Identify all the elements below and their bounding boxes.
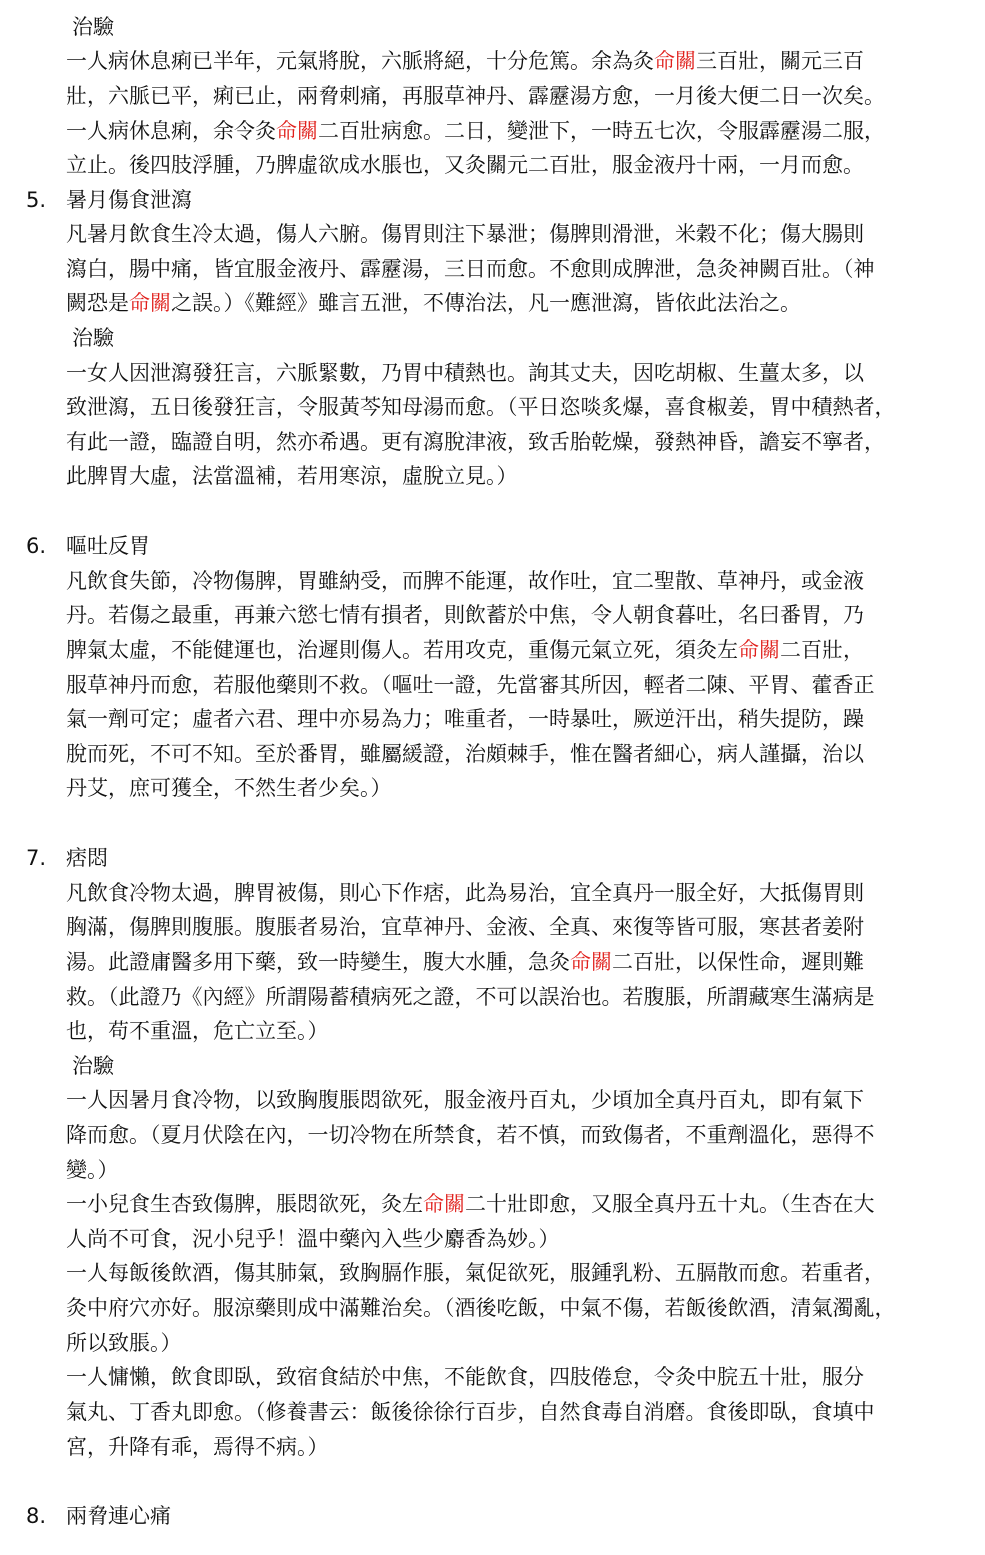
text-segment: 一人病休息痢，余令灸 [66,119,276,143]
text-line [66,1187,956,1221]
text-segment: 暑月傷食泄瀉 [66,188,192,212]
text-segment: 脾氣太虛，不能健運也，治遲則傷人。若用攻克，重傷元氣立死，須灸左 [66,638,738,662]
highlighted-term: 命關 [276,119,318,143]
text-segment: 服草神丹而愈，若服他藥則不救。（嘔吐一證，先當審其所因，輕者二陳、平胃、藿香正 [66,673,875,697]
text-line [66,459,956,493]
text-segment: 治驗 [72,1054,114,1078]
section-number: 7. [26,846,47,870]
text-segment: 二百壯， [780,638,864,662]
text-line [66,114,956,148]
text-segment: 變。） [66,1158,119,1182]
case-record-heading [72,1049,962,1083]
text-line [66,1430,956,1464]
text-line [66,598,956,632]
text-segment: 三百壯，關元三百 [696,49,864,73]
text-line [66,1360,956,1394]
section-number: 6. [26,534,47,558]
text-segment: 立止。後四肢浮腫，乃脾虛欲成水脹也，又灸關元二百壯，服金液丹十兩，一月而愈。 [66,153,864,177]
text-segment: 壯，六脈已平，痢已止，兩脅刺痛，再服草神丹、霹靂湯方愈，一月後大便二日一次矣。 [66,84,885,108]
text-segment: 此脾胃大虛，法當溫補，若用寒涼，虛脫立見。） [66,464,518,488]
text-line [66,702,956,736]
text-line [66,1118,956,1152]
text-segment: 宮，升降有乖，焉得不病。） [66,1435,329,1459]
text-segment: 湯。此證庸醫多用下藥，致一時變生，腹大水腫，急灸 [66,950,570,974]
text-line [66,217,956,251]
text-segment: 有此一證，臨證自明，然亦希遇。更有瀉脫津液，致舌胎乾燥，發熱神昏，譫妄不寧者， [66,430,885,454]
text-segment: 凡飲食冷物太過，脾胃被傷，則心下作痞，此為易治，宜全真丹一服全好，大抵傷胃則 [66,881,864,905]
text-segment: 所以致脹。） [66,1331,182,1355]
text-line [66,79,956,113]
text-line [66,1153,956,1187]
section-heading [26,1499,916,1533]
section-number: 5. [26,188,47,212]
case-record-heading [72,321,962,355]
text-segment: 一女人因泄瀉發狂言，六脈緊數，乃胃中積熱也。詢其丈夫，因吃胡椒、生薑太多，以 [66,361,864,385]
section-heading [26,841,916,875]
text-line [66,876,956,910]
text-line [66,356,956,390]
text-segment: 凡飲食失節，冷物傷脾，胃雖納受，而脾不能運，故作吐，宜二聖散、草神丹，或金液 [66,569,864,593]
text-line [66,564,956,598]
text-segment: 凡暑月飲食生冷太過，傷人六腑。傷胃則注下暴泄；傷脾則滑泄，米穀不化；傷大腸則 [66,222,864,246]
text-segment: 也，苟不重溫，危亡立至。） [66,1019,329,1043]
text-line [66,286,956,320]
text-line [66,252,956,286]
text-segment: 二十壯即愈，又服全真丹五十丸。（生杏在大 [465,1192,875,1216]
highlighted-term: 命關 [423,1192,465,1216]
case-record-heading [72,10,962,44]
text-line [66,1291,956,1325]
text-line [66,945,956,979]
text-segment: 胸滿，傷脾則腹脹。腹脹者易治，宜草神丹、金液、全真、來復等皆可服，寒甚者姜附 [66,915,864,939]
text-segment: 一人每飯後飲酒，傷其肺氣，致胸膈作脹，氣促欲死，服鍾乳粉、五膈散而愈。若重者， [66,1261,885,1285]
text-line [66,1083,956,1117]
text-segment: 一人慵懶，飲食即臥，致宿食結於中焦，不能飲食，四肢倦怠，令灸中脘五十壯，服分 [66,1365,864,1389]
text-segment: 脫而死，不可不知。至於番胃，雖屬緩證，治頗棘手，惟在醫者細心，病人謹攝，治以 [66,742,864,766]
highlighted-term: 命關 [570,950,612,974]
text-line [66,771,956,805]
text-line [66,1326,956,1360]
text-line [66,148,956,182]
text-line [66,737,956,771]
text-segment: 灸中府穴亦好。服涼藥則成中滿難治矣。（酒後吃飯，中氣不傷，若飯後飲酒，清氣濁亂， [66,1296,896,1320]
text-line [66,633,956,667]
text-line [66,980,956,1014]
text-segment: 治驗 [72,326,114,350]
section-number: 8. [26,1504,47,1528]
text-line [66,1222,956,1256]
text-segment: 丹艾，庶可獲全，不然生者少矣。） [66,776,392,800]
text-segment: 救。（此證乃《內經》所謂陽蓄積病死之證，不可以誤治也。若腹脹，所謂藏寒生滿病是 [66,985,875,1009]
text-segment: 之誤。）《難經》雖言五泄，不傳治法，凡一應泄瀉，皆依此法治之。 [171,291,801,315]
highlighted-term: 命關 [129,291,171,315]
text-line [66,668,956,702]
text-segment: 嘔吐反胃 [66,534,150,558]
highlighted-term: 命關 [738,638,780,662]
text-segment: 二百壯，以保性命，遲則難 [612,950,864,974]
text-segment: 降而愈。（夏月伏陰在內，一切冷物在所禁食，若不慎，而致傷者，不重劑溫化，惡得不 [66,1123,875,1147]
text-line [66,44,956,78]
text-segment: 丹。若傷之最重，再兼六慾七情有損者，則飲蓄於中焦，令人朝食暮吐，名曰番胃，乃 [66,603,864,627]
text-line [66,910,956,944]
text-line [66,390,956,424]
text-line [66,1395,956,1429]
text-line [66,425,956,459]
text-segment: 闕恐是 [66,291,129,315]
text-segment: 一人病休息痢已半年，元氣將脫，六脈將絕，十分危篤。余為灸 [66,49,654,73]
text-segment: 治驗 [72,15,114,39]
section-heading [26,529,916,563]
text-segment: 人尚不可食，況小兒乎！溫中藥內入些少麝香為妙。） [66,1227,560,1251]
text-line [66,1256,956,1290]
text-segment: 兩脅連心痛 [66,1504,171,1528]
text-segment: 瀉白，腸中痛，皆宜服金液丹、霹靂湯，三日而愈。不愈則成脾泄，急灸神闕百壯。（神 [66,257,875,281]
text-segment: 一小兒食生杏致傷脾，脹悶欲死，灸左 [66,1192,423,1216]
section-heading [26,183,916,217]
text-line [66,1014,956,1048]
highlighted-term: 命關 [654,49,696,73]
text-segment: 痞悶 [66,846,108,870]
text-segment: 二百壯病愈。二日，變泄下，一時五七次，令服霹靂湯二服， [318,119,885,143]
text-segment: 一人因暑月食冷物，以致胸腹脹悶欲死，服金液丹百丸，少頃加全真丹百丸，即有氣下 [66,1088,864,1112]
text-segment: 致泄瀉，五日後發狂言，令服黃芩知母湯而愈。（平日恣啖炙爆，喜食椒姜，胃中積熱者， [66,395,896,419]
text-segment: 氣丸、丁香丸即愈。（修養書云：飯後徐徐行百步，自然食毒自消磨。食後即臥，食填中 [66,1400,875,1424]
text-segment: 氣一劑可定；虛者六君、理中亦易為力；唯重者，一時暴吐，厥逆汗出，稍失提防，躁 [66,707,864,731]
